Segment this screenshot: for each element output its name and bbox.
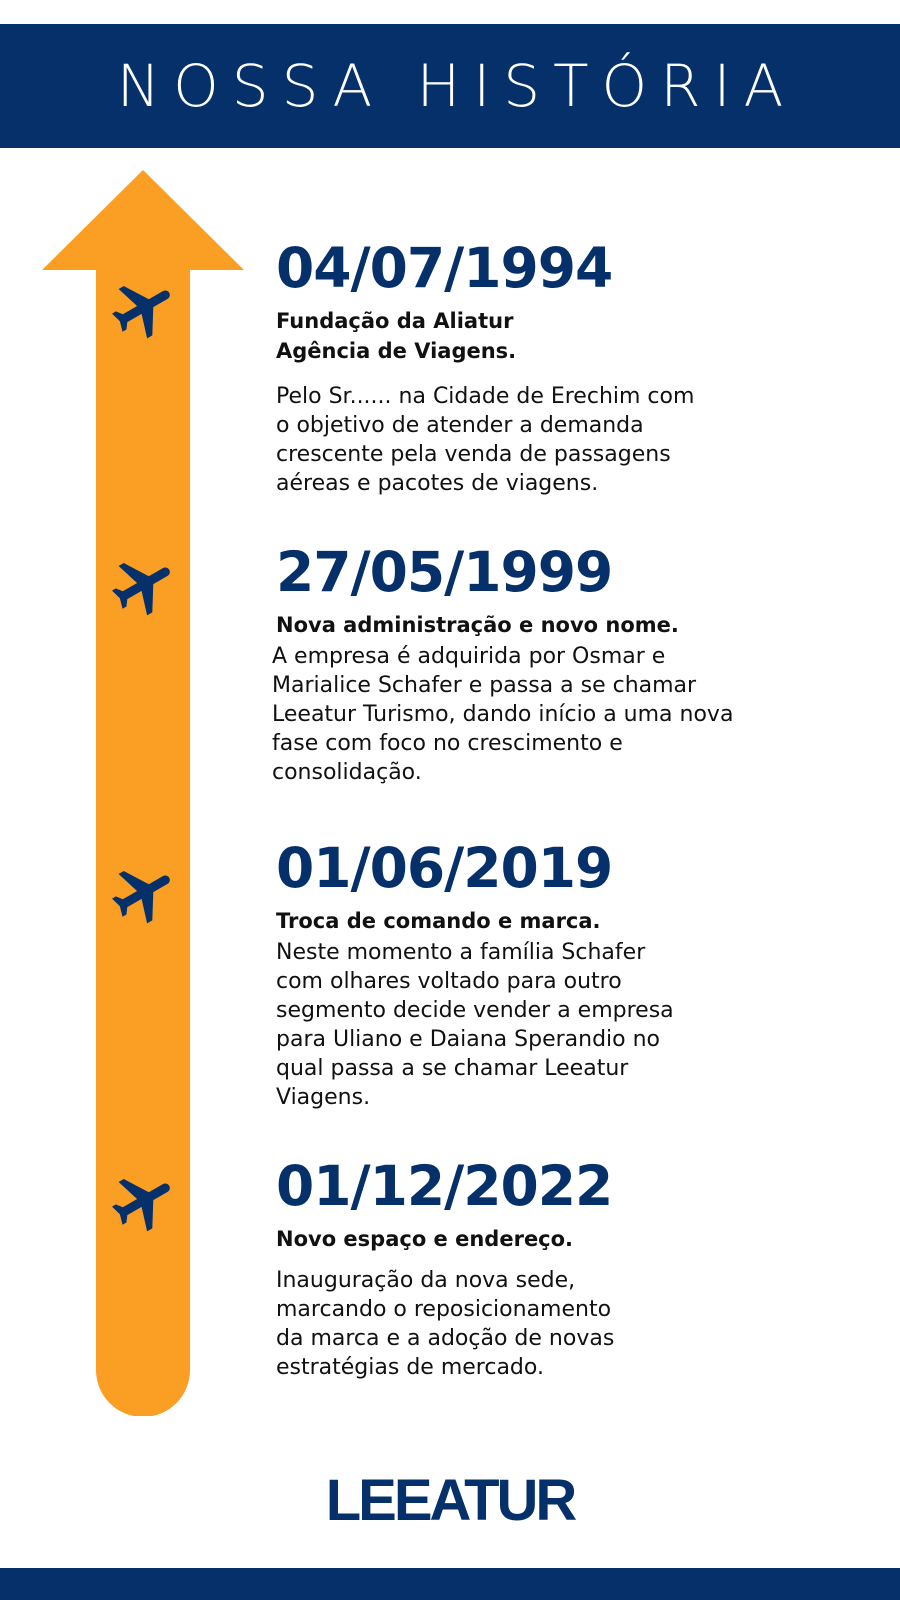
entry-description-line: o objetivo de atender a demanda (276, 413, 644, 438)
timeline-entry (272, 540, 816, 787)
page-title: NOSSA HISTÓRIA (116, 52, 797, 120)
entry-subtitle-line: Troca de comando e marca. (276, 909, 601, 933)
airplane-icon (108, 273, 180, 345)
entry-subtitle-line: Agência de Viagens. (276, 339, 517, 363)
header-banner (0, 24, 900, 148)
entry-description-line: consolidação. (272, 760, 422, 785)
airplane-icon (108, 858, 180, 930)
entry-description-line: com olhares voltado para outro (276, 969, 622, 994)
entry-description-line: Inauguração da nova sede, (276, 1268, 576, 1293)
entry-subtitle (276, 1224, 816, 1254)
entry-description-line: Neste momento a família Schafer (276, 940, 646, 965)
entry-description-line: A empresa é adquirida por Osmar e (272, 644, 666, 669)
entry-subtitle (276, 906, 816, 936)
airplane-icon (108, 1166, 180, 1238)
entry-description (276, 1266, 816, 1382)
entry-description-line: da marca e a adoção de novas (276, 1326, 615, 1351)
entry-description-line: Viagens. (276, 1085, 371, 1110)
entry-description-line: Marialice Schafer e passa a se chamar (272, 673, 697, 698)
entry-description-line: crescente pela venda de passagens (276, 442, 671, 467)
entry-description (276, 938, 816, 1112)
entry-date: 01/06/2019 (276, 836, 613, 900)
entry-date: 04/07/1994 (276, 236, 613, 300)
entry-description-line: qual passa a se chamar Leeatur (276, 1056, 629, 1081)
entry-subtitle (276, 610, 816, 640)
entry-description (276, 382, 816, 498)
entry-date: 27/05/1999 (276, 540, 613, 604)
entry-description-line: estratégias de mercado. (276, 1355, 544, 1380)
entry-subtitle-line: Fundação da Aliatur (276, 309, 514, 333)
timeline-entry (276, 838, 816, 1112)
entry-description-line: fase com foco no crescimento e (272, 731, 623, 756)
entry-description-line: para Uliano e Daiana Sperandio no (276, 1027, 661, 1052)
entry-description-line: Leeatur Turismo, dando início a uma nova (272, 702, 734, 727)
footer-bar (0, 1568, 900, 1600)
entry-subtitle-line: Nova administração e novo nome. (276, 613, 679, 637)
entry-subtitle-line: Novo espaço e endereço. (276, 1227, 574, 1251)
entry-description (272, 642, 816, 787)
entry-description-line: Pelo Sr...... na Cidade de Erechim com (276, 384, 695, 409)
entry-date: 01/12/2022 (276, 1154, 613, 1218)
brand-logo: LEEATUR (325, 1468, 575, 1533)
timeline-entry (276, 238, 816, 498)
entry-description-line: aéreas e pacotes de viagens. (276, 471, 599, 496)
entry-description-line: marcando o reposicionamento (276, 1297, 612, 1322)
timeline-entry (276, 1156, 816, 1382)
entry-description-line: segmento decide vender a empresa (276, 998, 674, 1023)
entry-subtitle (276, 306, 816, 366)
airplane-icon (108, 550, 180, 622)
